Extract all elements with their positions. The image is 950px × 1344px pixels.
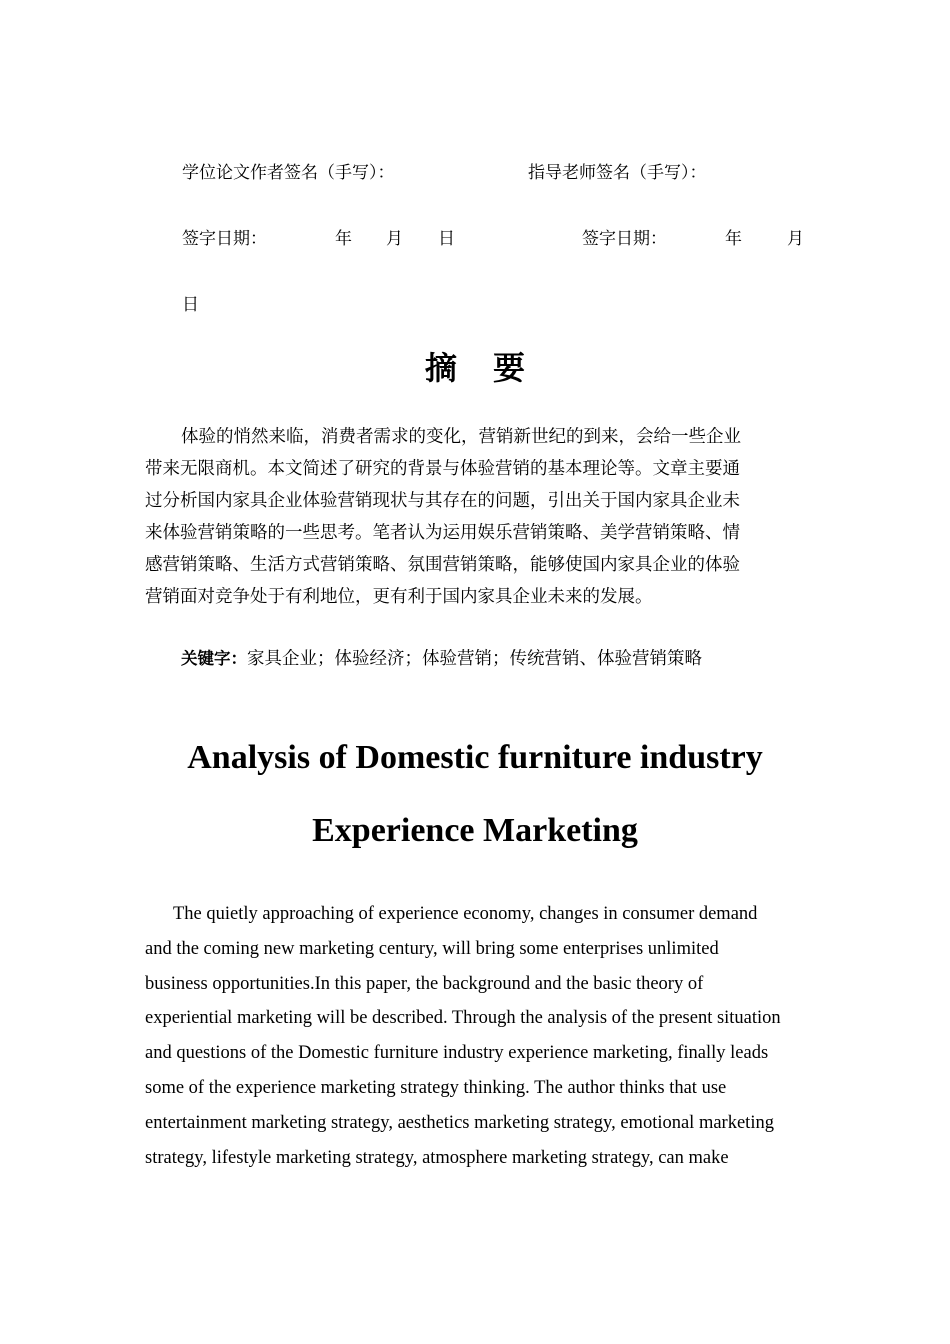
author-signature-label: 学位论文作者签名（手写）： [182, 163, 395, 183]
abstract-cn-line: 感营销策略、生活方式营销策略、氛围营销策略，能够使国内家具企业的体验 [145, 555, 740, 575]
english-title-line-1: Analysis of Domestic furniture industry [187, 739, 763, 776]
abstract-en-line: and questions of the Domestic furniture industry experience marketing, finally leads [145, 1043, 769, 1064]
year-left: 年 [335, 229, 352, 249]
english-title-line-2: Experience Marketing [312, 812, 638, 849]
keywords-label: 关键字： [181, 649, 247, 668]
month-left: 月 [386, 229, 403, 249]
month-right: 月 [787, 229, 804, 249]
abstract-cn-line: 体验的悄然来临，消费者需求的变化，营销新世纪的到来，会给一些企业 [181, 427, 741, 447]
abstract-cn-body [145, 421, 809, 613]
abstract-cn-title [0, 343, 950, 389]
day-left: 日 [438, 229, 455, 249]
abstract-cn-title-char-2: 要 [493, 349, 526, 387]
abstract-en-line: and the coming new marketing century, will bring some enterprises unlimited [145, 938, 719, 959]
abstract-cn-title-char-1: 摘 [424, 349, 457, 387]
abstract-en-line: some of the experience marketing strategy thinking. The author thinks that use [145, 1077, 727, 1098]
advisor-signature-label: 指导老师签名（手写）： [528, 163, 707, 183]
abstract-en-line: The quietly approaching of experience economy, changes in consumer demand [173, 904, 758, 924]
abstract-cn-line: 营销面对竞争处于有利地位，更有利于国内家具企业未来的发展。 [145, 587, 653, 607]
abstract-en-body [145, 897, 815, 1175]
abstract-cn-line: 过分析国内家具企业体验营销现状与其存在的问题，引出关于国内家具企业未 [145, 491, 740, 511]
keywords-line [181, 645, 702, 670]
abstract-en-line: entertainment marketing strategy, aesthetics marketing strategy, emotional marketing [145, 1112, 774, 1133]
day-right: 日 [182, 295, 199, 315]
abstract-cn-line: 来体验营销策略的一些思考。笔者认为运用娱乐营销策略、美学营销策略、情 [145, 523, 740, 543]
keywords-text: 家具企业；体验经济；体验营销；传统营销、体验营销策略 [247, 649, 702, 669]
abstract-cn-line: 带来无限商机。本文简述了研究的背景与体验营销的基本理论等。文章主要通 [145, 459, 740, 479]
abstract-en-line: strategy, lifestyle marketing strategy, atmosphere marketing strategy, can make [145, 1147, 729, 1168]
sign-date-label-right: 签字日期： [582, 229, 667, 249]
year-right: 年 [725, 229, 742, 249]
abstract-en-line: business opportunities.In this paper, the background and the basic theory of [145, 973, 704, 994]
abstract-en-line: experiential marketing will be described. Through the analysis of the present situation [145, 1008, 781, 1029]
sign-date-label-left: 签字日期： [182, 229, 267, 249]
